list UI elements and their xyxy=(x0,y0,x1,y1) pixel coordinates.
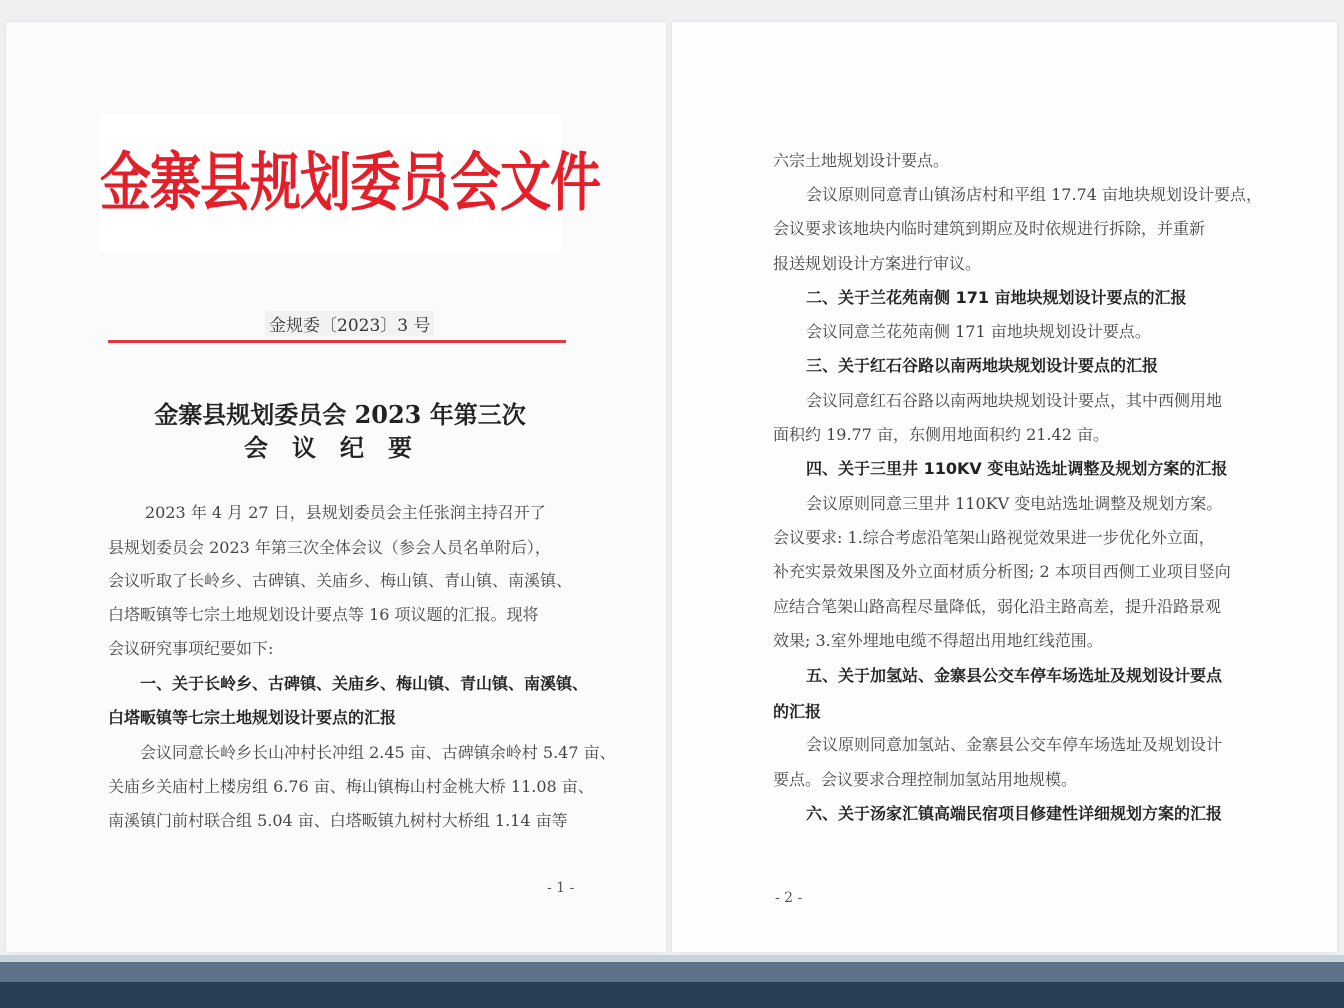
paragraph-line: 会议原则同意三里井 110KV 变电站选址调整及规划方案。 xyxy=(806,494,1223,513)
section-heading: 一、关于长岭乡、古碑镇、关庙乡、梅山镇、青山镇、南溪镇、 xyxy=(140,674,589,693)
document-number: 金规委〔2023〕3 号 xyxy=(265,311,434,336)
document-title-line2: 会议纪要 xyxy=(244,433,436,462)
paragraph-line: 县规划委员会 2023 年第三次全体会议（参会人员名单附后）， xyxy=(108,538,551,557)
paragraph-line: 要点。会议要求合理控制加氢站用地规模。 xyxy=(773,770,1078,789)
paragraph-line: 补充实景效果图及外立面材质分析图; 2 本项目西侧工业项目竖向 xyxy=(773,562,1231,581)
footer-dark-stripe xyxy=(0,982,1344,1008)
paragraph-line: 会议听取了长岭乡、古碑镇、关庙乡、梅山镇、青山镇、南溪镇、 xyxy=(108,571,573,590)
section-heading: 二、关于兰花苑南侧 171 亩地块规划设计要点的汇报 xyxy=(806,288,1187,307)
paragraph-line: 会议原则同意加氢站、金寨县公交车停车场选址及规划设计 xyxy=(806,735,1223,754)
page-number: - 2 - xyxy=(775,890,803,906)
section-heading: 三、关于红石谷路以南两地块规划设计要点的汇报 xyxy=(806,356,1159,375)
paragraph-line: 会议同意长岭乡长山冲村长冲组 2.45 亩、古碑镇余岭村 5.47 亩、 xyxy=(140,743,616,762)
paragraph-line: 关庙乡关庙村上楼房组 6.76 亩、梅山镇梅山村金桃大桥 11.08 亩、 xyxy=(108,777,594,796)
paragraph-line: 2023 年 4 月 27 日，县规划委员会主任张润主持召开了 xyxy=(145,503,546,522)
paragraph-line: 报送规划设计方案进行审议。 xyxy=(773,254,982,273)
paragraph-line: 会议要求该地块内临时建筑到期应及时依规进行拆除，并重新 xyxy=(773,219,1206,238)
section-heading: 四、关于三里井 110KV 变电站选址调整及规划方案的汇报 xyxy=(806,459,1228,478)
page-number: - 1 - xyxy=(547,880,575,896)
section-heading: 五、关于加氢站、金寨县公交车停车场选址及规划设计要点 xyxy=(806,666,1223,685)
section-heading: 六、关于汤家汇镇高端民宿项目修建性详细规划方案的汇报 xyxy=(806,804,1223,823)
section-heading: 白塔畈镇等七宗土地规划设计要点的汇报 xyxy=(108,708,397,727)
paragraph-line: 面积约 19.77 亩，东侧用地面积约 21.42 亩。 xyxy=(773,425,1109,444)
red-rule-divider xyxy=(108,340,566,343)
paragraph-line: 会议要求: 1.综合考虑沿笔架山路视觉效果进一步优化外立面， xyxy=(773,528,1215,547)
paragraph-line: 应结合笔架山路高程尽量降低，弱化沿主路高差，提升沿路景观 xyxy=(773,597,1222,616)
section-heading: 的汇报 xyxy=(773,702,822,721)
paragraph-line: 会议同意红石谷路以南两地块规划设计要点，其中西侧用地 xyxy=(806,391,1223,410)
document-header: 金寨县规划委员会文件 xyxy=(100,114,562,252)
paragraph-line: 六宗土地规划设计要点。 xyxy=(773,151,950,170)
paragraph-line: 会议原则同意青山镇汤店村和平组 17.74 亩地块规划设计要点， xyxy=(806,185,1262,204)
document-title-line1: 金寨县规划委员会 2023 年第三次 xyxy=(154,400,526,429)
paragraph-line: 会议研究事项纪要如下: xyxy=(108,639,274,658)
paragraph-line: 南溪镇门前村联合组 5.04 亩、白塔畈镇九树村大桥组 1.14 亩等 xyxy=(108,811,568,830)
paragraph-line: 白塔畈镇等七宗土地规划设计要点等 16 项议题的汇报。现将 xyxy=(108,605,539,624)
paragraph-line: 会议同意兰花苑南侧 171 亩地块规划设计要点。 xyxy=(806,322,1151,341)
paragraph-line: 效果; 3.室外埋地电缆不得超出用地红线范围。 xyxy=(773,631,1103,650)
